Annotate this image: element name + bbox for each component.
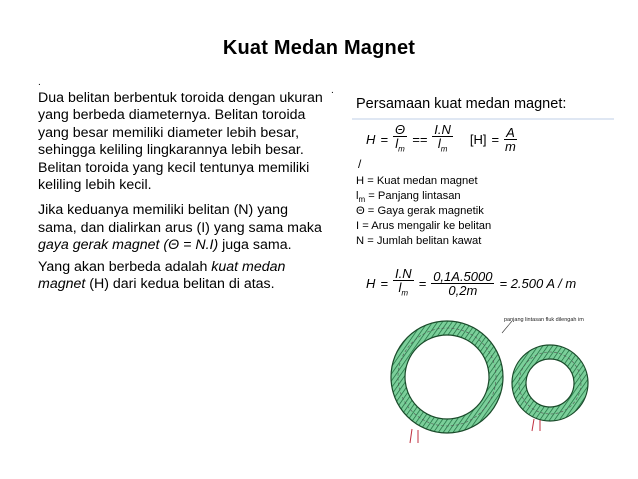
- definition-lm: [356, 190, 461, 204]
- formula-fraction-values: [431, 270, 494, 297]
- paragraph-1: Dua belitan berbentuk toroida dengan ukuran yang berbeda diameternya. Belitan toroida yang besar memiliki diameter lebih besar, sehingga keliling lingkarannya lebih besar. Belitan toroida yang kecil tentunya memiliki keliling lebih kecil.: [38, 90, 323, 194]
- paragraph-2: [38, 202, 323, 254]
- unit-bracket-h: [H]: [469, 131, 487, 147]
- definition-h: H = Kuat medan magnet: [356, 175, 478, 187]
- fraction-denominator: [399, 281, 409, 300]
- symbol-l: l: [398, 280, 402, 295]
- symbol-l: l: [356, 190, 359, 202]
- diagram-label: panjang lintasan fluk dilengah im: [504, 317, 584, 323]
- formula-symbol-h: H: [366, 131, 376, 147]
- formula-definition: [366, 123, 517, 156]
- large-toroid: [391, 321, 503, 433]
- formula-calculation: [366, 267, 576, 300]
- subscript-m: m: [440, 144, 448, 154]
- paragraph-2-text: Jika keduanya memiliki belitan (N) yang sama, dan dialirkan arus (I) yang sama maka: [38, 202, 322, 236]
- unit-fraction: [504, 126, 517, 153]
- bullet-dot: .: [331, 85, 334, 96]
- paragraph-3-italic: kuat medan magnet: [38, 258, 286, 293]
- definition-n: N = Jumlah belitan kawat: [356, 235, 482, 247]
- paragraph-2-italic: gaya gerak magnet (Θ = N.I): [38, 237, 219, 254]
- fraction-denominator: 0,2m: [448, 282, 478, 298]
- symbol-l: l: [395, 136, 399, 151]
- subscript-m: m: [358, 195, 366, 205]
- formula-result: = 2.500 A / m: [499, 275, 577, 291]
- fraction-numerator: 0,1A.5000: [433, 268, 493, 284]
- subscript-m: m: [401, 288, 409, 298]
- formula-equals: ==: [412, 131, 428, 147]
- formula-panel: [352, 115, 614, 445]
- paragraph-3-text: Yang akan berbeda adalah: [38, 258, 212, 275]
- fraction-numerator: A: [506, 124, 515, 140]
- fraction-denominator: [395, 137, 405, 156]
- formula-fraction-theta: [393, 123, 407, 156]
- wire-lead: [410, 429, 412, 443]
- paragraph-2-end: juga sama.: [218, 237, 292, 254]
- definition-theta: Θ = Gaya gerak magnetik: [356, 205, 484, 217]
- definition-lm-text: [356, 190, 461, 205]
- fraction-numerator: I.N: [434, 122, 451, 137]
- fraction-denominator: [438, 137, 448, 156]
- page-title: Kuat Medan Magnet: [222, 37, 416, 59]
- subscript-m: m: [398, 144, 405, 154]
- bullet-dot: .: [38, 77, 41, 88]
- right-heading: Persamaan kuat medan magnet:: [356, 96, 567, 112]
- paragraph-3-end: (H) dari kedua belitan di atas.: [85, 276, 275, 293]
- fraction-numerator: I.N: [394, 266, 412, 281]
- definition-i: I = Arus mengalir ke belitan: [356, 220, 492, 232]
- cursor-mark: /: [358, 157, 362, 171]
- left-text-column: [38, 90, 323, 301]
- small-toroid: [512, 345, 588, 421]
- fraction-numerator: Θ: [394, 122, 406, 137]
- formula-fraction-in: [393, 267, 414, 300]
- paragraph-3: [38, 259, 323, 294]
- definition-lm-rest: = Panjang lintasan: [365, 190, 461, 202]
- formula-equals: =: [491, 131, 500, 147]
- formula-fraction-in: [432, 123, 453, 156]
- divider: [352, 118, 614, 120]
- formula-equals: =: [380, 131, 388, 147]
- wire-lead: [532, 419, 534, 431]
- fraction-denominator: m: [505, 138, 516, 154]
- toroid-diagram: [352, 311, 614, 445]
- formula-equals: =: [418, 275, 427, 291]
- formula-symbol-h: H: [366, 275, 376, 291]
- symbol-l: l: [437, 136, 441, 151]
- formula-equals: =: [380, 275, 388, 291]
